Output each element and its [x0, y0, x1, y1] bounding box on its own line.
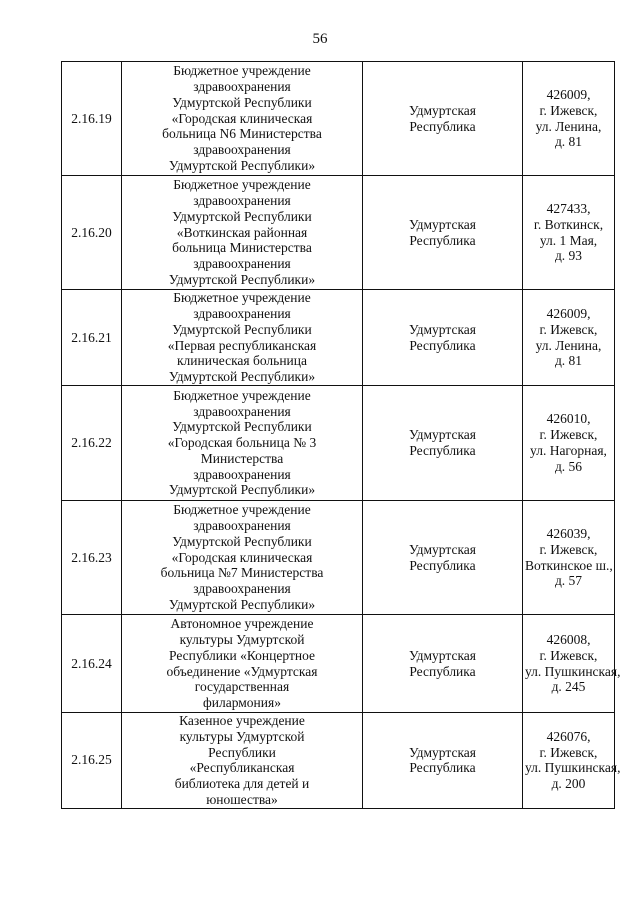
row-number: 2.16.21	[62, 290, 122, 386]
region-line: Республика	[409, 760, 476, 776]
address-line: 426008,	[546, 631, 591, 647]
region	[363, 713, 523, 809]
address-line: д. 81	[554, 134, 583, 150]
organization-name-line: Республики	[208, 744, 276, 760]
organization-name-line: Удмуртской Республики	[172, 208, 312, 224]
row-number: 2.16.22	[62, 386, 122, 501]
organization-name-line: Бюджетное учреждение	[173, 290, 311, 306]
region	[363, 386, 523, 501]
organization-name-line: Удмуртской Республики	[172, 94, 312, 110]
organization-name-line: Удмуртской Республики»	[168, 482, 316, 498]
region	[363, 615, 523, 713]
organization-name-line: «Воткинская районная	[176, 224, 308, 240]
address-line: ул. 1 Мая,	[539, 232, 598, 248]
organization-name	[122, 290, 363, 386]
organization-name-line: Удмуртской Республики	[172, 533, 312, 549]
address	[523, 713, 621, 809]
organization-name-line: больница Министерства	[172, 240, 312, 256]
region-line: Республика	[409, 557, 476, 573]
organization-name-line: Бюджетное учреждение	[173, 502, 311, 518]
address-line: Воткинское ш.,	[525, 557, 613, 573]
address-line: г. Ижевск,	[539, 321, 598, 337]
address	[523, 615, 621, 713]
row-number: 2.16.19	[62, 62, 122, 176]
organization-name-line: культуры Удмуртской	[179, 631, 305, 647]
address-line: д. 57	[554, 573, 583, 589]
address-line: 426010,	[546, 411, 591, 427]
organization-name-line: здравоохранения	[193, 142, 291, 158]
address-line: г. Ижевск,	[539, 102, 598, 118]
organization-name-line: Автономное учреждение	[170, 616, 314, 632]
organizations-table	[61, 61, 621, 809]
organization-name-line: здравоохранения	[193, 256, 291, 272]
organization-name-line: юношества»	[206, 791, 278, 807]
organization-name-line: «Городская больница № 3	[167, 435, 317, 451]
address	[523, 290, 615, 386]
address-line: 426009,	[546, 86, 591, 102]
address	[523, 501, 615, 615]
row-number: 2.16.23	[62, 501, 122, 615]
region	[363, 501, 523, 615]
organization-name-line: здравоохранения	[193, 466, 291, 482]
organization-name-line: здравоохранения	[193, 518, 291, 533]
address-line: г. Ижевск,	[539, 744, 598, 760]
table-row	[62, 386, 615, 501]
organization-name-line: Бюджетное учреждение	[173, 63, 311, 79]
table-row	[62, 615, 615, 713]
row-number: 2.16.24	[62, 615, 122, 713]
organization-name-line: «Республиканская	[189, 760, 295, 776]
address-line: 426039,	[546, 525, 591, 541]
address-line: ул. Пушкинская,	[525, 760, 621, 776]
address-line: 427433,	[546, 200, 591, 216]
organization-name-line: Удмуртской Республики»	[168, 596, 316, 612]
region-line: Удмуртская	[408, 321, 476, 337]
address-line: ул. Ленина,	[535, 118, 602, 134]
organization-name-line: государственная	[194, 679, 290, 695]
address-line: д. 245	[551, 679, 586, 695]
organization-name-line: библиотека для детей и	[174, 776, 310, 792]
organization-name	[122, 176, 363, 290]
organization-name-line: Удмуртской Республики»	[168, 271, 316, 287]
region-line: Удмуртская	[408, 744, 476, 760]
address-line: д. 56	[554, 458, 583, 474]
region-line: Удмуртская	[408, 102, 476, 118]
organization-name-line: Удмуртской Республики	[172, 419, 312, 435]
organization-name-line: Бюджетное учреждение	[173, 177, 311, 193]
organization-name-line: «Городская клиническая	[171, 110, 313, 126]
address-line: ул. Пушкинская,	[525, 663, 621, 679]
region-line: Республика	[409, 232, 476, 248]
address-line: д. 81	[554, 353, 583, 369]
address	[523, 176, 615, 290]
organization-name-line: больница N6 Министерства	[162, 126, 322, 142]
table-row	[62, 176, 615, 290]
region-line: Республика	[409, 118, 476, 134]
region-line: Удмуртская	[408, 647, 476, 663]
address-line: г. Ижевск,	[539, 541, 598, 557]
page-number: 56	[312, 31, 328, 47]
address-line: г. Ижевск,	[539, 427, 598, 443]
region	[363, 290, 523, 386]
organization-name	[122, 62, 363, 176]
organization-name-line: здравоохранения	[193, 581, 291, 597]
address	[523, 386, 615, 501]
table-row	[62, 501, 615, 615]
organization-name-line: филармония»	[203, 695, 281, 711]
address-line: д. 93	[554, 248, 583, 264]
organization-name-line: «Первая республиканская	[167, 337, 317, 353]
address-line: 426076,	[546, 728, 591, 744]
address-line: ул. Нагорная,	[530, 443, 607, 458]
organization-name	[122, 615, 363, 713]
organization-name-line: здравоохранения	[193, 79, 291, 94]
row-number: 2.16.20	[62, 176, 122, 290]
region-line: Республика	[409, 443, 476, 458]
organization-name-line: культуры Удмуртской	[179, 728, 305, 744]
region-line: Республика	[409, 663, 476, 679]
organization-name-line: Удмуртской Республики»	[168, 157, 316, 173]
region-line: Удмуртская	[408, 427, 476, 443]
region	[363, 176, 523, 290]
organization-name-line: здравоохранения	[193, 305, 291, 321]
table-row	[62, 290, 615, 386]
organization-name-line: Республики «Концертное	[169, 647, 315, 663]
address	[523, 62, 615, 176]
organization-name-line: Казенное учреждение	[179, 713, 305, 728]
organization-name	[122, 386, 363, 501]
organization-name-line: «Городская клиническая	[171, 549, 313, 565]
address-line: ул. Ленина,	[535, 337, 602, 353]
organization-name-line: Удмуртской Республики	[172, 321, 312, 337]
organization-name-line: здравоохранения	[193, 193, 291, 208]
region	[363, 62, 523, 176]
address-line: г. Ижевск,	[539, 647, 598, 663]
address-line: г. Воткинск,	[533, 216, 604, 232]
organization-name-line: здравоохранения	[193, 403, 291, 419]
organization-name-line: больница №7 Министерства	[160, 565, 324, 581]
address-line: 426009,	[546, 305, 591, 321]
address-line: д. 200	[551, 776, 586, 792]
row-number: 2.16.25	[62, 713, 122, 809]
organization-name-line: объединение «Удмуртская	[166, 663, 318, 679]
organization-name	[122, 501, 363, 615]
region-line: Удмуртская	[408, 541, 476, 557]
table-row	[62, 62, 615, 176]
organization-name-line: Удмуртской Республики»	[168, 369, 316, 385]
organization-name-line: Бюджетное учреждение	[173, 387, 311, 403]
region-line: Удмуртская	[408, 216, 476, 232]
organization-name	[122, 713, 363, 809]
organization-name-line: клиническая больница	[176, 353, 307, 369]
region-line: Республика	[409, 337, 476, 353]
table-row	[62, 713, 615, 809]
organization-name-line: Министерства	[200, 450, 284, 466]
table-body	[62, 62, 621, 809]
